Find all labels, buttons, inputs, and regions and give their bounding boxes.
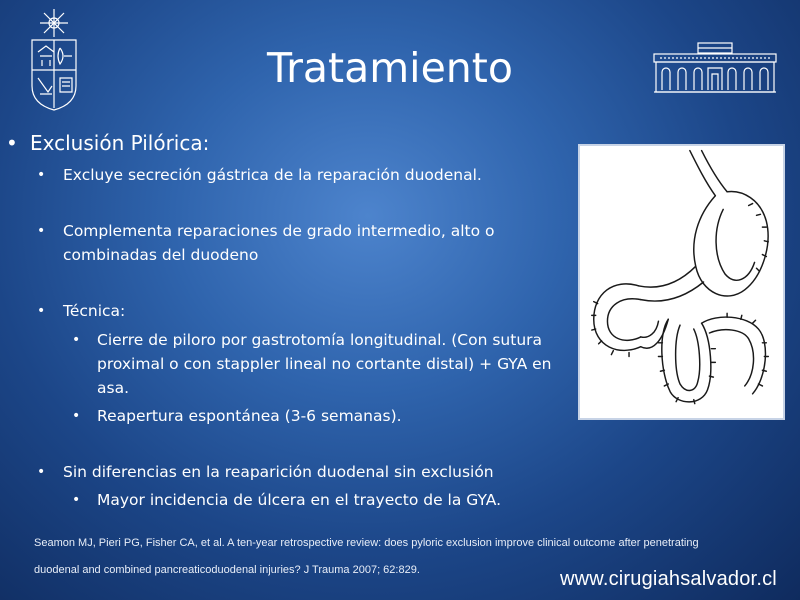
bullet-marker: • xyxy=(37,167,46,183)
main-bullet-exclusion-pilorica: Exclusión Pilórica: xyxy=(30,131,210,155)
hospital-building-icon xyxy=(652,40,778,94)
bullet-marker: • xyxy=(37,223,46,239)
tecnica-item-reapertura: Reapertura espontánea (3-6 semanas). xyxy=(97,407,402,425)
reference-line-1: Seamon MJ, Pieri PG, Fisher CA, et al. A ten-year retrospective review: does pyloric exclusion improve clinical outcome after penetrating xyxy=(34,537,699,549)
bullet-marker: • xyxy=(72,492,81,508)
sub-bullet-complementa-line2: combinadas del duodeno xyxy=(63,246,259,264)
tecnica-item-cierre-line2: proximal o con stappler lineal no cortante distal) + GYA en xyxy=(97,355,552,373)
bullet-marker: • xyxy=(37,464,46,480)
reference-line-2: duodenal and combined pancreaticoduodenal injuries? J Trauma 2007; 62:829. xyxy=(34,564,420,576)
sin-diferencias-item-ulcera: Mayor incidencia de úlcera en el trayecto de la GYA. xyxy=(97,491,502,509)
sub-bullet-excluye: Excluye secreción gástrica de la reparación duodenal. xyxy=(63,166,482,184)
bullet-marker: • xyxy=(72,332,81,348)
tecnica-item-cierre-line3: asa. xyxy=(97,379,129,397)
bullet-marker: • xyxy=(72,408,81,424)
bullet-marker: • xyxy=(37,303,46,319)
website-url: www.cirugiahsalvador.cl xyxy=(560,568,777,590)
tecnica-item-cierre-line1: Cierre de piloro por gastrotomía longitudinal. (Con sutura xyxy=(97,331,543,349)
sub-bullet-complementa-line1: Complementa reparaciones de grado intermedio, alto o xyxy=(63,222,495,240)
sub-bullet-sin-diferencias: Sin diferencias en la reaparición duodenal sin exclusión xyxy=(63,463,494,481)
slide-title: Tratamiento xyxy=(267,44,513,92)
stomach-duodenum-illustration xyxy=(578,144,785,420)
bullet-marker: • xyxy=(6,131,18,155)
sub-bullet-tecnica: Técnica: xyxy=(63,302,126,320)
